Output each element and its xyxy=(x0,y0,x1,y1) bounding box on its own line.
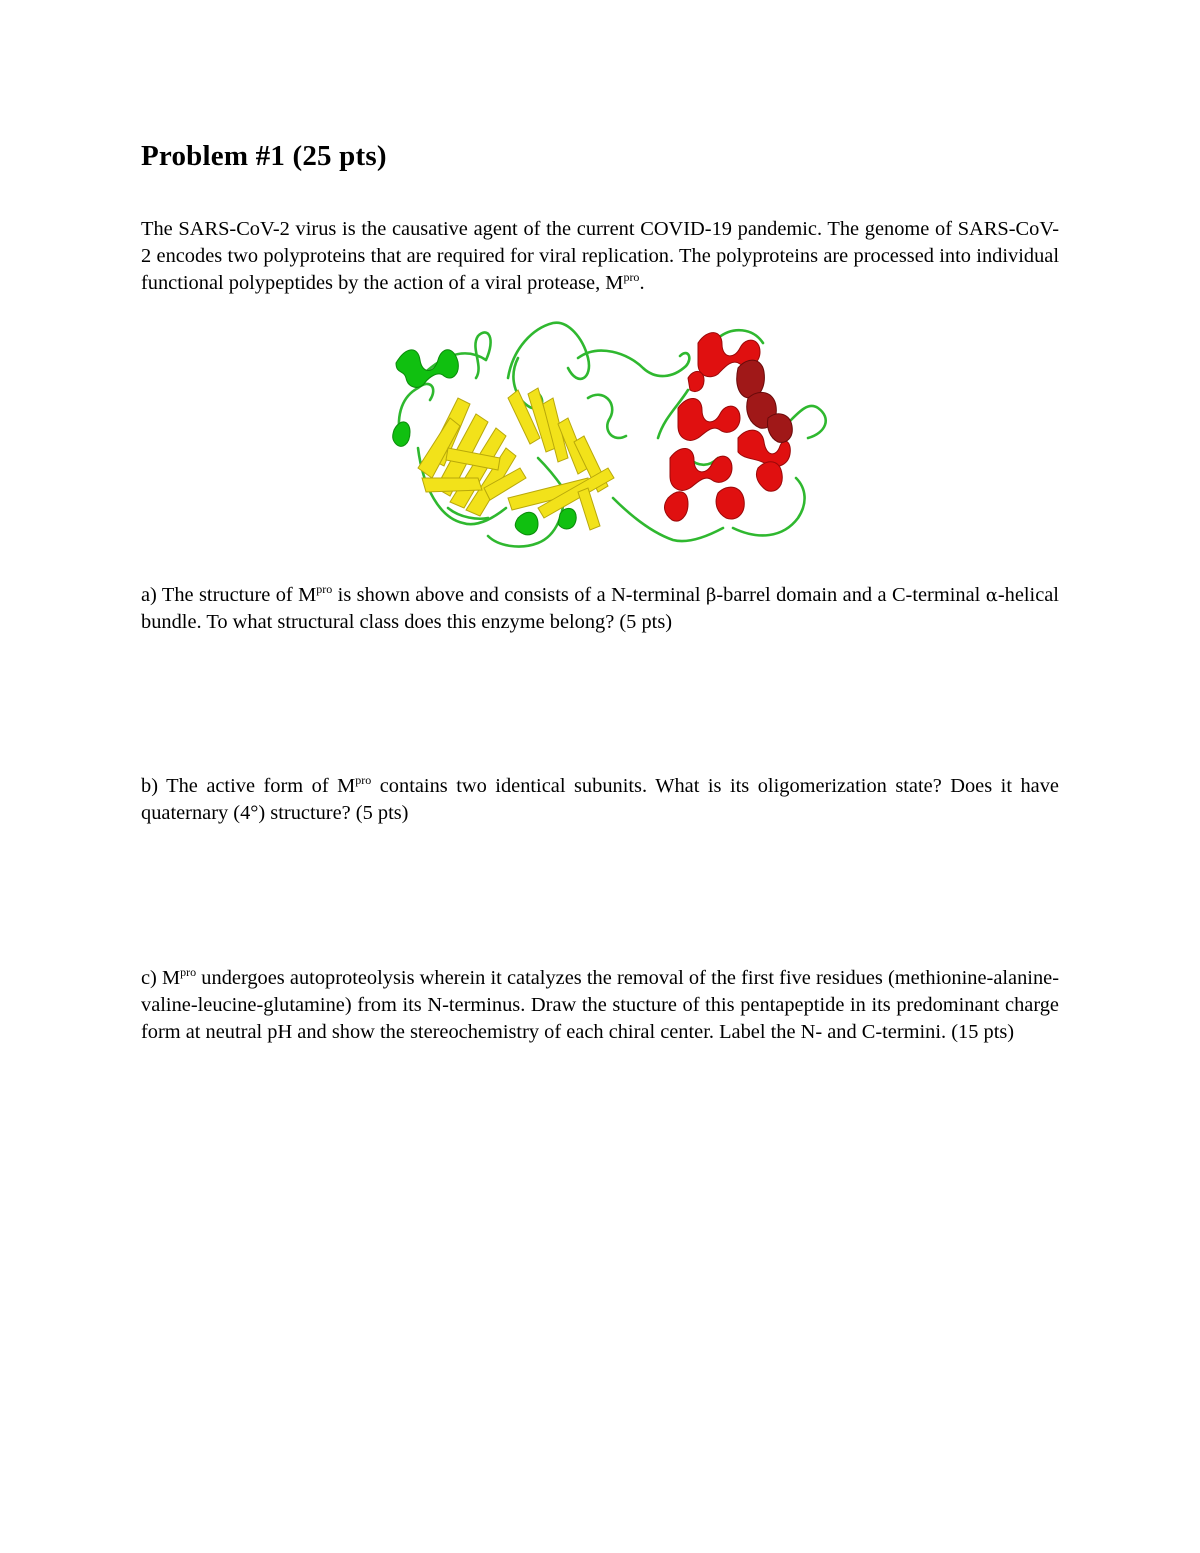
question-a xyxy=(141,582,1059,636)
protein-ribbon-icon xyxy=(388,318,832,563)
question-a-part2: is shown above and consists of a N-terminal xyxy=(332,584,706,606)
mpro-structure-figure xyxy=(388,318,832,563)
question-b-part1: b) The active form of M xyxy=(141,775,356,797)
beta-barrel-middle xyxy=(508,388,614,530)
intro-text: The SARS-CoV-2 virus is the causative agent of the current COVID-19 pandemic. The genome of SARS-CoV-2 encodes two polyproteins that are required for viral replication. The polyproteins are processed into individual functional polypeptides by the action of a viral protease, M xyxy=(141,218,1059,294)
alpha-symbol: α xyxy=(985,585,998,606)
pro-superscript: pro xyxy=(316,582,333,596)
question-c-part1: c) M xyxy=(141,967,181,989)
question-c-part2: undergoes autoproteolysis wherein it catalyzes the removal of the first five residues (methionine-alanine-valine-leucine-glutamine) from its N-terminus. Draw the stucture of this pentapeptide in its predominant charge form at neutral pH and show the stereochemistry of each chiral center. Label the N- and C-termini. (15 pts) xyxy=(141,967,1059,1043)
pro-superscript: pro xyxy=(623,270,640,284)
problem-title: Problem #1 (25 pts) xyxy=(141,140,387,172)
beta-symbol: β xyxy=(705,585,717,606)
pro-superscript: pro xyxy=(355,773,372,787)
question-a-part3: -barrel domain and a C-terminal xyxy=(716,584,986,606)
pro-superscript: pro xyxy=(180,965,197,979)
question-b xyxy=(141,773,1059,827)
question-a-part1: a) The structure of M xyxy=(141,584,317,606)
question-c xyxy=(141,965,1059,1046)
question-a-part4: -helical bundle. To what structural class does this enzyme belong? (5 pts) xyxy=(141,584,1059,633)
dark-red-helices xyxy=(737,360,793,442)
intro-end: . xyxy=(639,272,645,294)
question-b-part2: contains two identical subunits. What is its oligomerization state? Does it have quaternary (4°) structure? (5 pts) xyxy=(141,775,1059,824)
intro-paragraph xyxy=(141,216,1059,297)
